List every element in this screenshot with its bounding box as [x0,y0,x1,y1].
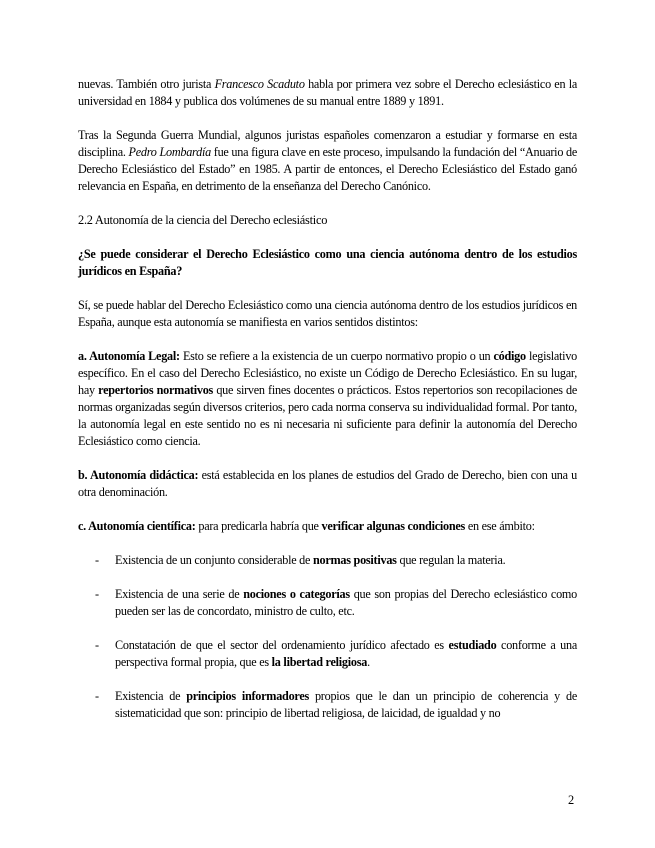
text-run: que sirven fines docentes o prácticos. Estos repertorios son recopilaciones de normas organizadas según diversos criterios, pero cada norma conserva su individualidad formal. Por tanto, la autonomía legal en este sentido no es ni necesaria ni suficiente para definir la autonomía del Derecho Eclesiástico como ciencia. [78,383,577,448]
text-run: está establecida en los planes de estudios del Grado de Derecho, bien con una u otra denominación. [78,468,577,499]
bold-term: nociones o categorías [243,587,350,601]
bold-term: estudiado [448,638,497,652]
text-run: Constatación de que el sector del ordenamiento jurídico afectado es [115,638,449,652]
italic-name: Francesco Scaduto [214,77,305,91]
paragraph-scientific-autonomy [78,518,577,535]
bold-term: la libertad religiosa [271,655,368,669]
text-run: que son propias del Derecho eclesiástico como pueden ser las de concordato, ministro de culto, etc. [115,587,578,618]
page-number: 2 [568,793,575,807]
question-text: ¿Se puede considerar el Derecho Eclesiástico como una ciencia autónoma dentro de los estudios jurídicos en España? [78,247,577,278]
text-run: legislativo específico. En el caso del Derecho Eclesiástico, no existe un Código de Derecho Eclesiástico. En su lugar, hay [78,349,578,397]
section-heading: 2.2 Autonomía de la ciencia del Derecho eclesiástico [78,213,328,227]
text-run: Existencia de una serie de [115,587,244,601]
list-item [78,688,577,722]
text-run: Existencia de un conjunto considerable de [115,553,313,567]
question-paragraph [78,246,577,280]
list-item [78,637,577,671]
italic-name: Pedro Lombardía [128,145,211,159]
bold-term: normas positivas [312,553,397,567]
list-item [78,552,577,569]
text-run: Tras la Segunda Guerra Mundial, algunos juristas españoles comenzaron a estudiar y formarse en esta disciplina. [78,128,577,159]
conditions-list [78,552,577,722]
didactic-autonomy-label: b. Autonomía didáctica: [78,468,199,482]
text-run: en ese ámbito: [465,519,535,533]
text-run: para predicarla habría que [195,519,322,533]
list-dash: - [95,638,99,652]
page-body [78,76,577,739]
paragraph-lombardia [78,127,577,195]
text-run: Existencia de [115,689,187,703]
bold-term: código [493,349,526,363]
list-dash: - [95,689,99,703]
bold-term: verificar algunas condiciones [321,519,466,533]
answer-paragraph: Sí, se puede hablar del Derecho Eclesiástico como una ciencia autónoma dentro de los estudios jurídicos en España, aunque esta autonomía se manifiesta en varios sentidos distintos: [78,298,577,329]
list-item [78,586,577,620]
text-run: conforme a una perspectiva formal propia, que es [115,638,577,669]
text-run: nuevas. También otro jurista [78,77,215,91]
legal-autonomy-label: a. Autonomía Legal: [78,349,180,363]
bold-term: repertorios normativos [98,383,214,397]
scientific-autonomy-label: c. Autonomía científica: [78,519,196,533]
text-run: que regulan la materia. [396,553,506,567]
text-run: propios que le dan un principio de coherencia y de sistematicidad que son: principio de libertad religiosa, de laicidad, de igualdad y no [115,689,577,720]
paragraph-didactic-autonomy [78,467,577,501]
text-run: Esto se refiere a la existencia de un cuerpo normativo propio o un [179,349,494,363]
list-dash: - [95,587,99,601]
text-run: fue una figura clave en este proceso, impulsando la fundación del “Anuario de Derecho Eclesiástico del Estado” en 1985. A partir de entonces, el Derecho Eclesiástico del Estado ganó relevancia en España, en detrimento de la enseñanza del Derecho Canónico. [78,145,577,193]
list-dash: - [95,553,99,567]
paragraph-legal-autonomy [78,348,577,450]
paragraph-scaduto [78,76,577,110]
text-run: . [367,655,370,669]
bold-term: principios informadores [186,689,309,703]
text-run: habla por primera vez sobre el Derecho eclesiástico en la universidad en 1884 y publica dos volúmenes de su manual entre 1889 y 1891. [78,77,577,108]
